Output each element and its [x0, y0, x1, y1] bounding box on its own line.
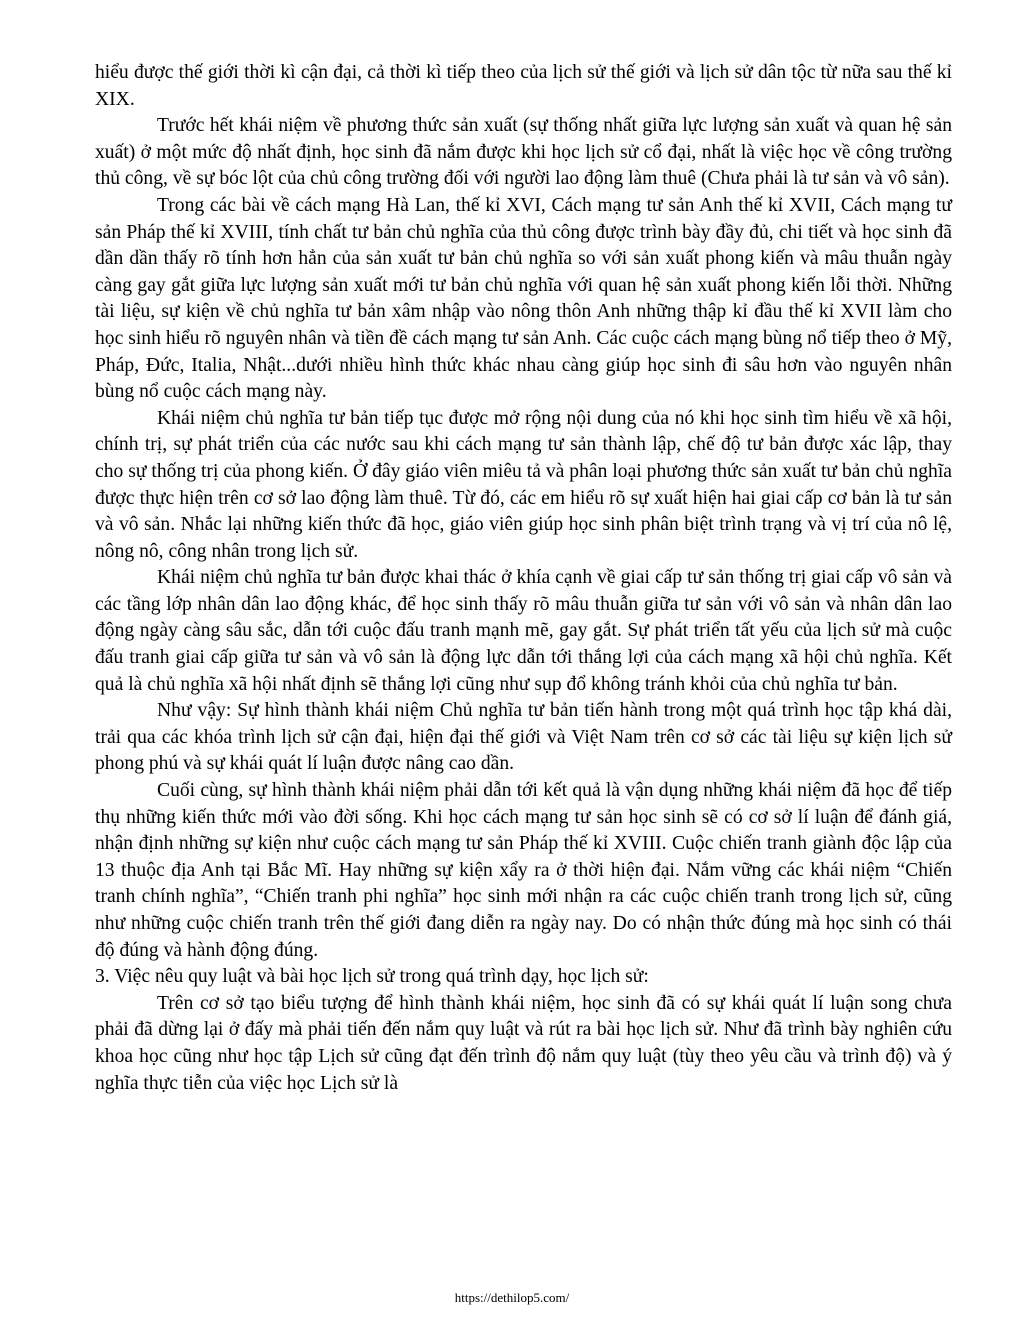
paragraph: Khái niệm chủ nghĩa tư bản tiếp tục được mở rộng nội dung của nó khi học sinh tìm hiểu về xã hội, chính trị, sự phát triển của các nước sau khi cách mạng tư sản thành lập, chế độ tư bản được xác lập, thay cho sự thống trị của phong kiến. Ở đây giáo viên miêu tả và phân loại phương thức sản xuất tư bản chủ nghĩa được thực hiện trên cơ sở lao động làm thuê. Từ đó, các em hiểu rõ sự xuất hiện hai giai cấp cơ bản là tư sản và vô sản. Nhắc lại những kiến thức đã học, giáo viên giúp học sinh phân biệt trình trạng và vị trí của nô lệ, nông nô, công nhân trong lịch sử. [95, 407, 952, 562]
document-body [95, 60, 952, 1097]
paragraph: Khái niệm chủ nghĩa tư bản được khai thác ở khía cạnh về giai cấp tư sản thống trị giai cấp vô sản và các tầng lớp nhân dân lao động khác, để học sinh thấy rõ mâu thuẫn giữa tư sản với vô sản và nhân dân lao động ngày càng sâu sắc, dẫn tới cuộc đấu tranh mạnh mẽ, gay gắt. Sự phát triển tất yếu của lịch sử mà cuộc đấu tranh giai cấp giữa tư sản và vô sản là động lực dẫn tới thắng lợi của cách mạng xã hội chủ nghĩa. Kết quả là chủ nghĩa xã hội nhất định sẽ thắng lợi cũng như sụp đổ không tránh khỏi của chủ nghĩa tư bản. [95, 567, 952, 695]
paragraph: Trong các bài về cách mạng Hà Lan, thế kỉ XVI, Cách mạng tư sản Anh thế kỉ XVII, Cách mạng tư sản Pháp thế kỉ XVIII, tính chất tư bản chủ nghĩa của thủ công được trình bày đầy đủ, chi tiết và học sinh đã dần dần thấy rõ tính hơn hẳn của sản xuất tư bản chủ nghĩa so với sản xuất phong kiến và mâu thuẫn ngày càng gay gắt giữa lực lượng sản xuất mới tư bản chủ nghĩa với quan hệ sản xuất phong kiến lỗi thời. Những tài liệu, sự kiện về chủ nghĩa tư bản xâm nhập vào nông thôn Anh những thập kỉ đầu thế kỉ XVII làm cho học sinh hiểu rõ nguyên nhân và tiền đề cách mạng tư sản Anh. Các cuộc cách mạng bùng nổ tiếp theo ở Mỹ, Pháp, Đức, Italia, Nhật...dưới nhiều hình thức khác nhau càng giúp học sinh đi sâu hơn vào nguyên nhân bùng nổ cuộc cách mạng này. [95, 194, 952, 403]
paragraph-continuation: hiểu được thế giới thời kì cận đại, cả thời kì tiếp theo của lịch sử thế giới và lịch sử dân tộc từ nữa sau thế kỉ XIX. [95, 62, 952, 110]
paragraph: Trước hết khái niệm về phương thức sản xuất (sự thống nhất giữa lực lượng sản xuất và quan hệ sản xuất) ở một mức độ nhất định, học sinh đã nắm được khi học lịch sử cổ đại, nhất là việc học về công trường thủ công, về sự bóc lột của chủ công trường đối với người lao động làm thuê (Chưa phải là tư sản và vô sản). [95, 115, 952, 190]
section-heading: 3. Việc nêu quy luật và bài học lịch sử trong quá trình dạy, học lịch sử: [95, 966, 649, 988]
paragraph: Trên cơ sở tạo biểu tượng để hình thành khái niệm, học sinh đã có sự khái quát lí luận song chưa phải đã dừng lại ở đấy mà phải tiến đến nắm quy luật và rút ra bài học lịch sử. Như đã trình bày nghiên cứu khoa học cũng như học tập Lịch sử cũng đạt đến trình độ nắm quy luật (tùy theo yêu cầu và trình độ) và ý nghĩa thực tiễn của việc học Lịch sử là [95, 992, 952, 1094]
footer-url[interactable]: https://dethilop5.com/ [454, 1290, 570, 1305]
paragraph: Cuối cùng, sự hình thành khái niệm phải dẫn tới kết quả là vận dụng những khái niệm đã học để tiếp thụ những kiến thức mới vào đời sống. Khi học cách mạng tư sản học sinh sẽ có cơ sở lí luận để đánh giá, nhận định những sự kiện như cuộc cách mạng tư sản Pháp thế kỉ XVIII. Cuộc chiến tranh giành độc lập của 13 thuộc địa Anh tại Bắc Mĩ. Hay những sự kiện xẩy ra ở thời hiện đại. Nắm vững các khái niệm “Chiến tranh chính nghĩa”, “Chiến tranh phi nghĩa” học sinh mới nhận ra các cuộc chiến tranh trong lịch sử, cũng như những cuộc chiến tranh trên thế giới đang diễn ra ngày nay. Do có nhận thức đúng mà học sinh có thái độ đúng và hành động đúng. [95, 780, 952, 961]
paragraph: Như vậy: Sự hình thành khái niệm Chủ nghĩa tư bản tiến hành trong một quá trình học tập khá dài, trải qua các khóa trình lịch sử cận đại, hiện đại thế giới và Việt Nam trên cơ sở các tài liệu sự kiện lịch sử phong phú và sự khái quát lí luận được nâng cao dần. [95, 700, 952, 775]
